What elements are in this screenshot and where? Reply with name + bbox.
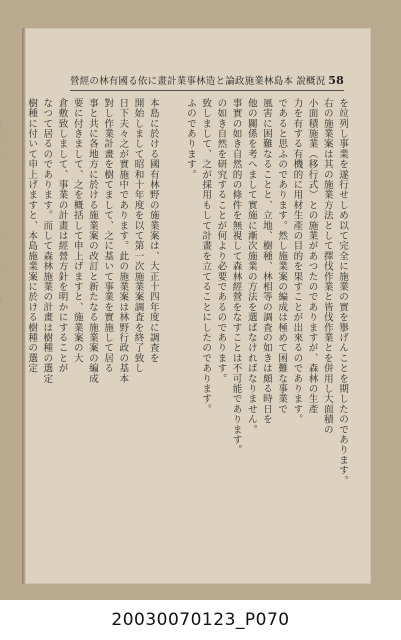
text-column: の如き自然を研究することが何より必要であるのであります。 [215, 98, 227, 384]
text-column: 對し作業計畫を樹てまして、之に基いて事業を實施して居る [102, 98, 114, 374]
text-column: 致しまして、之が採用もして計畫を立てることにしたのであります。 [200, 98, 212, 415]
text-column: 本島に於ける國有林野の施業案は、大正十四年度に調査を [147, 98, 159, 364]
text-column: であると思ふのであります。然し施業案の編成は極めて困難な事業で [276, 98, 288, 415]
text-column: 右の施業案は其の施業方法として擇伐作業と皆伐作業とを併用し大面積の [321, 98, 333, 435]
running-header [70, 72, 344, 88]
paragraph-gap [2, 98, 24, 568]
text-column: 小面積施業（移行式）との施業があつたのでありますが、森林の生產 [306, 98, 318, 415]
text-column: 要に付きまして、之を概括して申上げますと、施業案の大 [71, 98, 83, 364]
paragraph-gap [161, 98, 183, 568]
text-column: を竝列し事業を遂行せしめ以て完全に施業の實を擧げんことを期したのであります。 [337, 98, 348, 486]
text-column: 日下夫々之が實施中であります。此の施業案は林野行政の基本 [117, 98, 129, 384]
text-column: 他の關係を考へまして實施に漸次施業の方法を選ばなければなりません。 [245, 98, 257, 435]
text-column: 力を有する有機的に用材生產の目的を果すことが出來るのであります。 [291, 98, 303, 425]
text-column: 倉敷致しまして、事業の計畫は經營方針を明かにすることが [56, 98, 68, 374]
text-column: 事と共に各地方に於ける施業案の改訂と新たなる施業案の編成 [86, 98, 98, 384]
image-caption: 20030070123_P070 [0, 600, 401, 640]
text-column: 樹種に付いて申上げますと、本島施業案に於ける樹種の選定 [26, 98, 38, 374]
text-column: 風害に困難なることと、立地、樹種、林相等の調査の如きは頗る時日を [260, 98, 272, 425]
text-column [0, 98, 2, 568]
text-column: ふのであります。 [184, 98, 196, 180]
text-column: 事實の如き自然的の條件を無視して森林經營をなすことは不可能であります。 [230, 98, 242, 455]
vertical-body-text [26, 98, 350, 568]
text-column: なつて居るのであります。而して森林施業の計畫は樹種の選定 [41, 98, 53, 384]
page-number: 58 [328, 73, 344, 87]
text-column: 開始しまして昭和十年度を以て第一次施業案調査を終了致し [132, 98, 144, 374]
header-rule [70, 90, 344, 91]
running-title: 營經の林有國る依に畫計業事林造と論政施業林島本 說概況 [70, 76, 326, 87]
